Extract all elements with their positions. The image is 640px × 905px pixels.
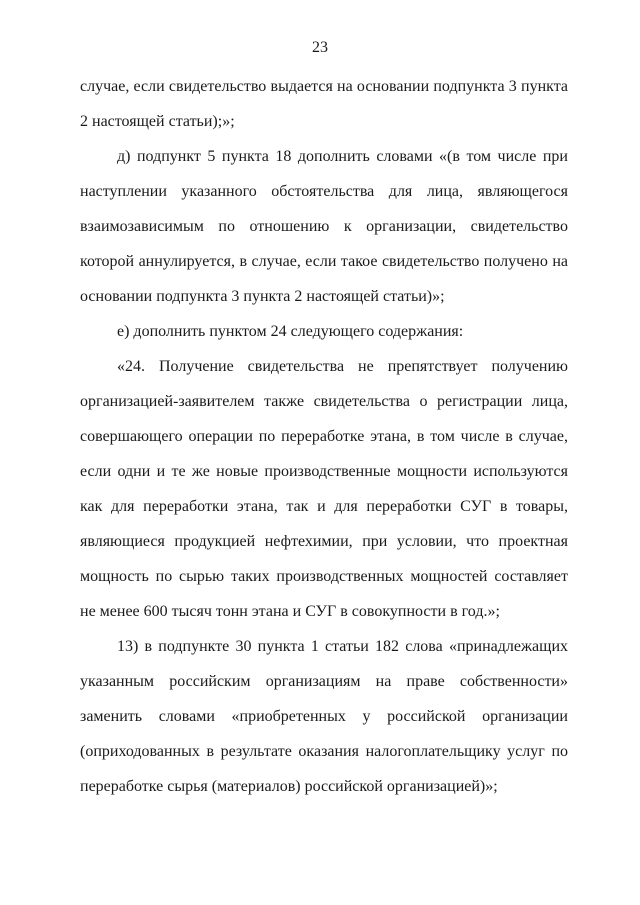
page-number: 23 xyxy=(312,39,328,56)
paragraph-continuation: случае, если свидетельство выдается на основании подпункта 3 пункта 2 настоящей статьи);»; xyxy=(80,78,568,130)
paragraph-item-24: «24. Получение свидетельства не препятствует получению организацией-заявителем также свидетельства о регистрации лица, совершающего операции по переработке этана, в том числе в случае, если одни и те же новые производственные мощности используются как для переработки этана, так и для переработки СУГ в товары, являющиеся продукцией нефтехимии, при условии, что проектная мощность по сырью таких производственных мощностей составляет не менее 600 тысяч тонн этана и СУГ в совокупности в год.»; xyxy=(80,358,568,620)
paragraph-13: 13) в подпункте 30 пункта 1 статьи 182 слова «принадлежащих указанным российским организациям на праве собственности» заменить словами «приобретенных у российской организации (оприходованных в результате оказания налогоплательщику услуг по переработке сырья (материалов) российской организацией)»; xyxy=(80,638,568,795)
paragraph-d: д) подпункт 5 пункта 18 дополнить словами «(в том числе при наступлении указанного обстоятельства для лица, являющегося взаимозависимым по отношению к организации, свидетельство которой аннулируется, в случае, если такое свидетельство получено на основании подпункта 3 пункта 2 настоящей статьи)»; xyxy=(80,148,568,305)
paragraph-e: е) дополнить пунктом 24 следующего содержания: xyxy=(117,323,464,340)
document-body xyxy=(80,69,568,804)
